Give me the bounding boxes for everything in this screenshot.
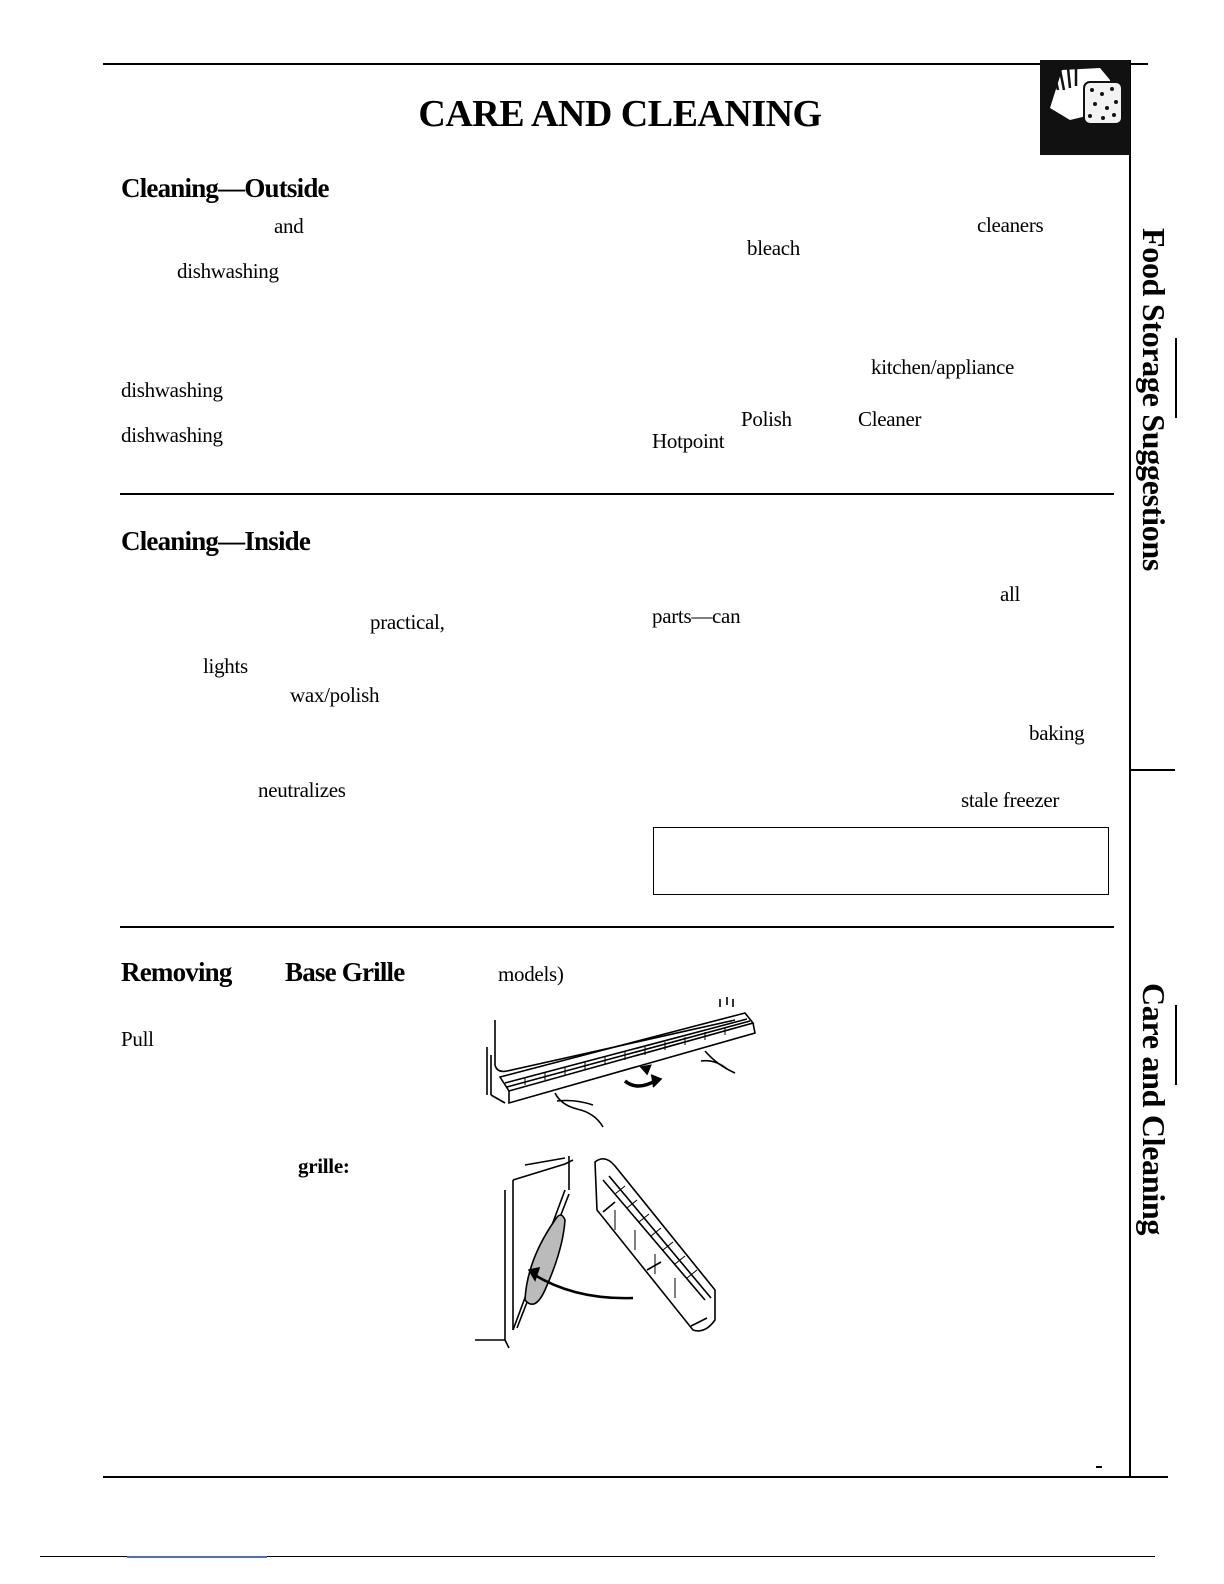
inside-fragment: lights [203, 654, 248, 678]
side-tab-care-and-cleaning: Care and Cleaning [1136, 983, 1172, 1236]
page-title: CARE AND CLEANING [418, 93, 822, 135]
section-divider [120, 493, 1114, 495]
footer-dash [1096, 1466, 1102, 1468]
inside-fragment: all [1000, 582, 1021, 606]
outside-fragment: Polish [741, 407, 792, 431]
section-divider [120, 926, 1114, 928]
grille-install-illustration [465, 1150, 740, 1350]
outside-fragment: Cleaner [858, 407, 922, 431]
section-heading-grille: Removing [121, 957, 232, 987]
inside-fragment: practical, [370, 610, 445, 634]
inside-fragment: wax/polish [290, 683, 380, 707]
section-heading-grille-models: models) [498, 962, 564, 986]
section-heading-outside: Cleaning—Outside [121, 173, 329, 203]
section-heading-grille-name: Base Grille [285, 957, 405, 987]
side-tab-short-rule-lower [1175, 1005, 1177, 1085]
side-tab-divider-rule [1131, 769, 1175, 771]
outside-fragment: kitchen/appliance [871, 355, 1014, 379]
side-tab-food-storage-suggestions: Food Storage Suggestions [1136, 228, 1172, 572]
inside-fragment: parts—can [652, 604, 741, 628]
inside-fragment: neutralizes [258, 778, 346, 802]
outside-fragment: dishwashing [177, 259, 279, 283]
inside-fragment: stale freezer [961, 788, 1060, 812]
outside-fragment: bleach [747, 236, 800, 260]
inside-fragment: baking [1029, 721, 1085, 745]
section-heading-inside: Cleaning—Inside [121, 526, 311, 556]
outside-fragment: dishwashing [121, 423, 223, 447]
outside-fragment: and [274, 214, 304, 238]
side-tab-short-rule-upper [1175, 338, 1177, 418]
footer-link-underline[interactable] [127, 1556, 267, 1558]
notice-box [653, 827, 1109, 895]
bottom-rule [103, 1476, 1168, 1478]
grille-removal-illustration [465, 995, 765, 1130]
outside-fragment: Hotpoint [652, 429, 725, 453]
top-rule [103, 63, 1148, 65]
outside-fragment: dishwashing [121, 378, 223, 402]
outside-fragment: cleaners [977, 213, 1044, 237]
grille-fragment: grille: [298, 1154, 350, 1178]
grille-fragment: Pull [121, 1027, 154, 1051]
